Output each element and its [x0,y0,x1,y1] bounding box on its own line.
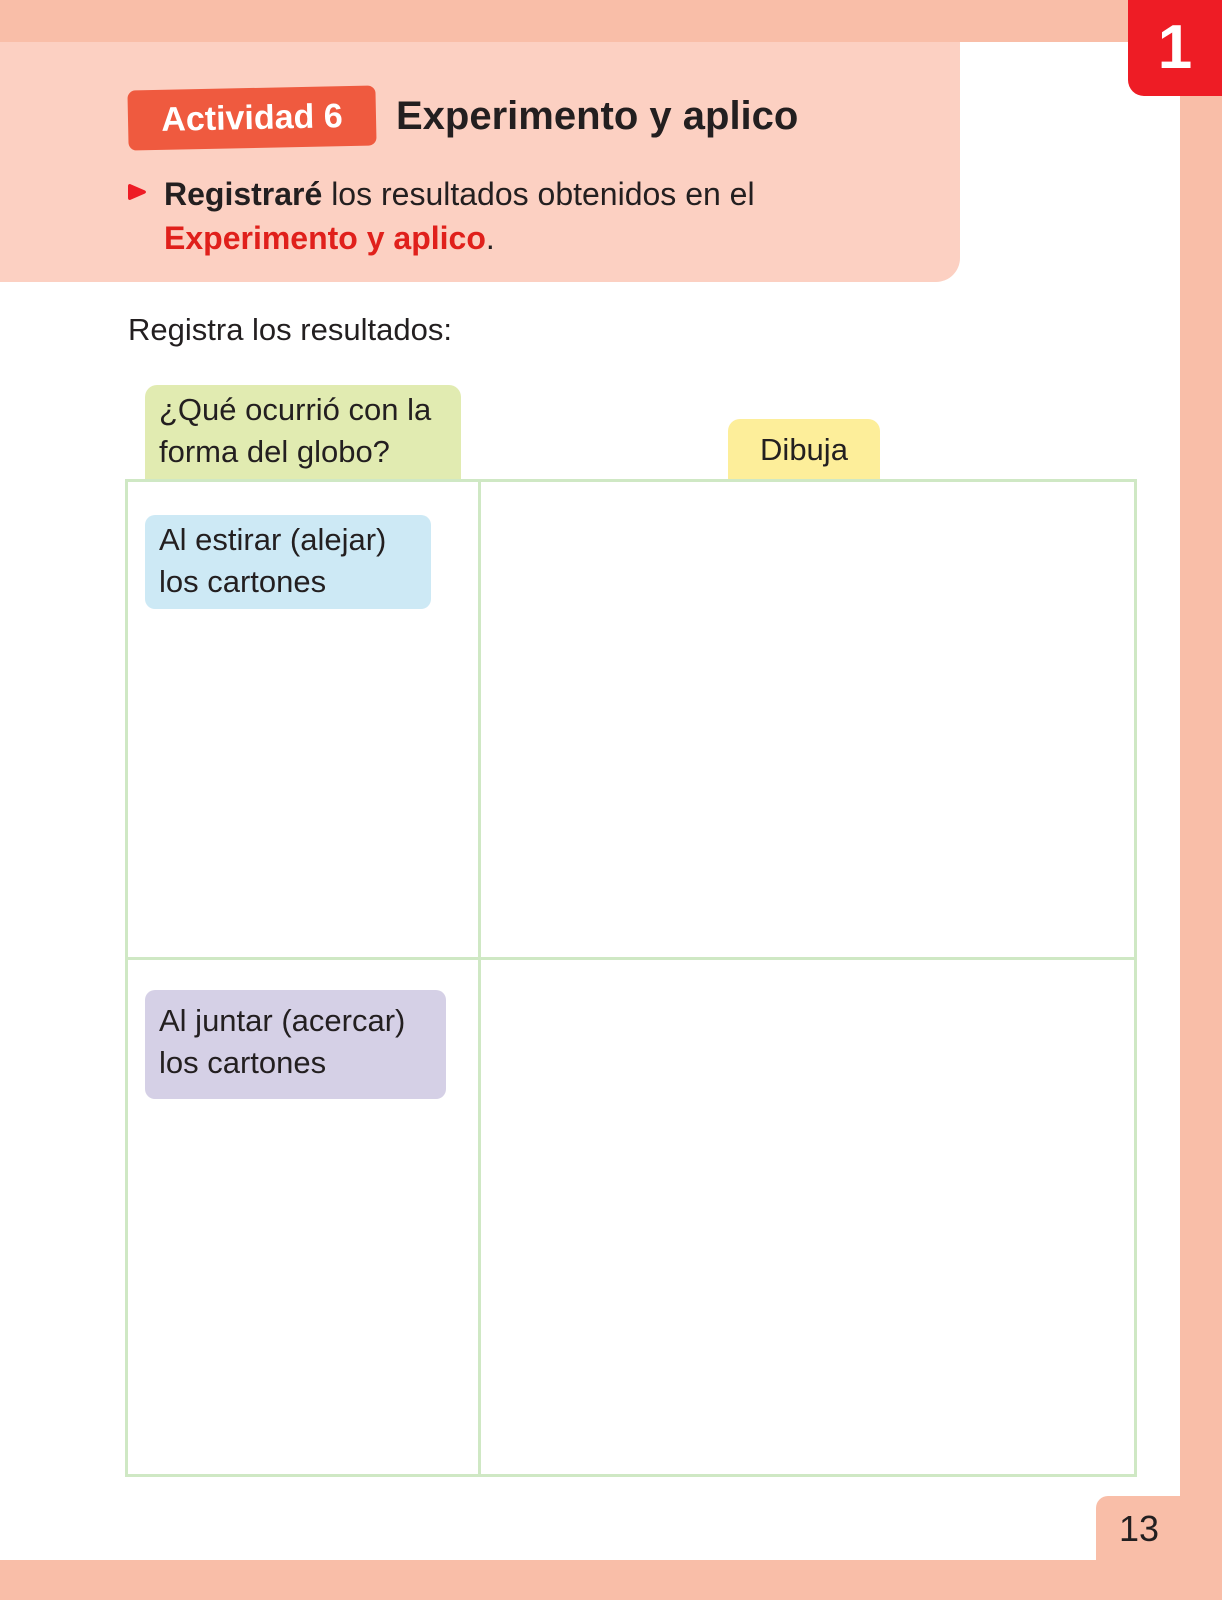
instruction-verb: Registraré [164,176,323,212]
instruction-highlight: Experimento y aplico [164,220,486,256]
right-border-band [1180,0,1222,1600]
drawing-area-stretch[interactable] [481,482,1134,957]
activity-badge-label: Actividad 6 [160,96,344,139]
instruction-text: los resultados obtenidos en el [322,176,755,212]
page-number-box [1096,1496,1182,1562]
chapter-number-tab [1128,0,1222,96]
activity-badge [127,85,376,150]
row-label-stretch: Al estirar (alejar) los cartones [145,515,431,609]
chapter-number: 1 [1157,13,1193,82]
page-number: 13 [1118,1508,1160,1549]
bottom-border-band [0,1560,1222,1600]
activity-instruction [164,172,804,260]
column-header-question: ¿Qué ocurrió con la forma del globo? [145,385,461,481]
instruction-end: . [485,220,495,256]
activity-title: Experimento y aplico [396,94,799,138]
drawing-area-join[interactable] [481,960,1134,1474]
section-subtitle: Registra los resultados: [128,312,452,347]
row-label-join: Al juntar (acercar) los cartones [145,990,446,1099]
column-header-draw: Dibuja [728,419,880,481]
top-border-band [0,0,1222,42]
red-triangle-bullet-icon [128,182,148,202]
